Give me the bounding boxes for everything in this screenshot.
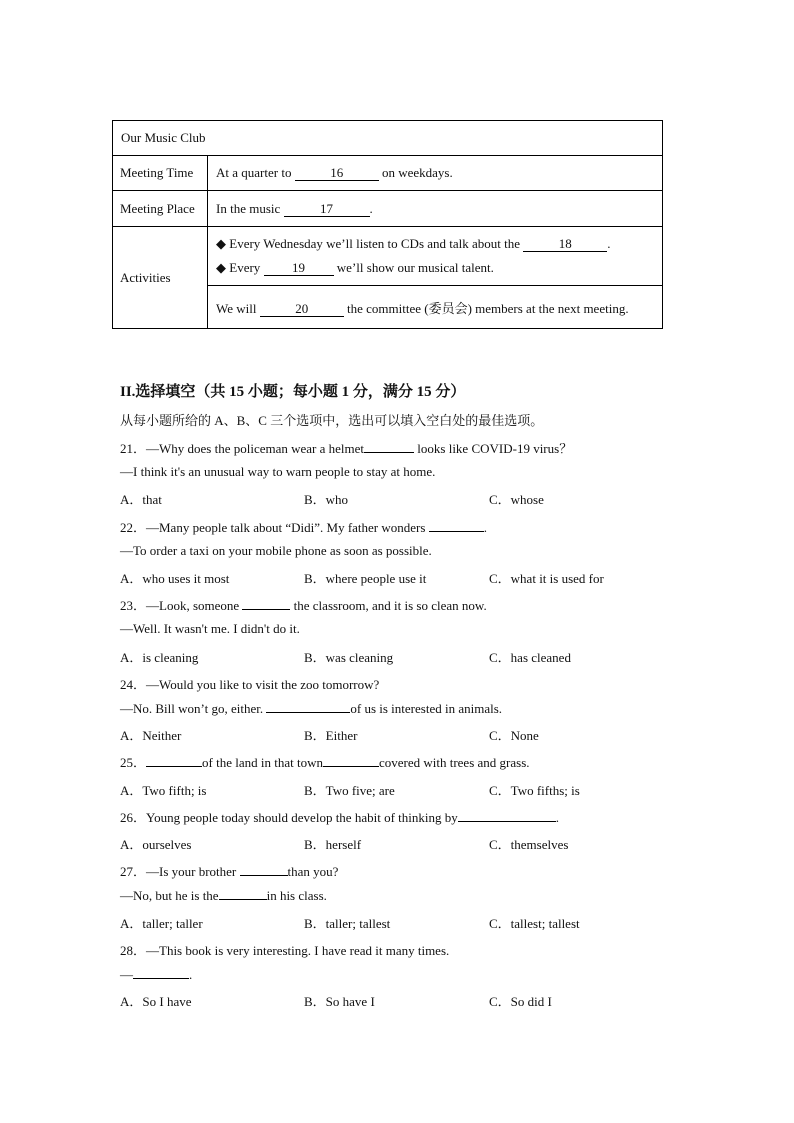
- question-24-response: —No. Bill won’t go, either. of us is interested in animals.: [120, 701, 503, 716]
- option-a[interactable]: A．So I have: [120, 994, 192, 1009]
- option-b[interactable]: B．Two five; are: [304, 783, 395, 798]
- option-a[interactable]: A．ourselves: [120, 837, 192, 852]
- question-27: 27．—Is your brother than you?: [120, 864, 339, 879]
- option-a[interactable]: A．who uses it most: [120, 571, 230, 586]
- question-23: 23．—Look, someone the classroom, and it is so clean now.: [120, 598, 487, 613]
- option-b[interactable]: B．who: [304, 492, 349, 507]
- option-c[interactable]: C．tallest; tallest: [489, 916, 580, 931]
- blank-20: 20: [260, 302, 344, 317]
- option-a[interactable]: A．Neither: [120, 728, 182, 743]
- answer-blank: [242, 597, 290, 610]
- answer-blank: [240, 863, 288, 876]
- question-24: 24．—Would you like to visit the zoo tomorrow?: [120, 677, 380, 692]
- option-b[interactable]: B．Either: [304, 728, 358, 743]
- option-c[interactable]: C．So did I: [489, 994, 552, 1009]
- activity-item: ◆ Every 19 we’ll show our musical talent.: [216, 260, 494, 275]
- option-b[interactable]: B．was cleaning: [304, 650, 394, 665]
- option-a[interactable]: A．is cleaning: [120, 650, 199, 665]
- question-27-response: —No, but he is the in his class.: [120, 888, 327, 903]
- meeting-place-value: In the music 17 .: [208, 191, 663, 227]
- next-meeting-row: We will 20 the committee (委员会) members at the next meeting.: [208, 286, 663, 329]
- blank-19: 19: [264, 261, 334, 276]
- option-b[interactable]: B．taller; tallest: [304, 916, 391, 931]
- blank-16: 16: [295, 166, 379, 181]
- answer-blank: [266, 700, 350, 713]
- music-club-table: [112, 120, 663, 329]
- answer-blank: [364, 440, 414, 453]
- option-c[interactable]: C．has cleaned: [489, 650, 571, 665]
- answer-blank: [323, 754, 379, 767]
- question-21-response: —I think it's an unusual way to warn people to stay at home.: [120, 464, 436, 479]
- option-a[interactable]: A．Two fifth; is: [120, 783, 207, 798]
- activities-label: Activities: [113, 227, 208, 329]
- answer-blank: [429, 519, 484, 532]
- meeting-time-label: Meeting Time: [113, 156, 208, 191]
- option-c[interactable]: C．None: [489, 728, 539, 743]
- option-b[interactable]: B．So have I: [304, 994, 375, 1009]
- question-26: 26．Young people today should develop the habit of thinking by .: [120, 810, 559, 825]
- option-c[interactable]: C．Two fifths; is: [489, 783, 580, 798]
- question-28-response: — .: [120, 967, 193, 982]
- option-c[interactable]: C．whose: [489, 492, 544, 507]
- question-23-response: —Well. It wasn't me. I didn't do it.: [120, 621, 300, 636]
- option-b[interactable]: B．herself: [304, 837, 362, 852]
- option-a[interactable]: A．taller; taller: [120, 916, 203, 931]
- section-title: II.选择填空（共 15 小题；每小题 1 分，满分 15 分）: [120, 384, 466, 400]
- option-b[interactable]: B．where people use it: [304, 571, 427, 586]
- answer-blank: [133, 966, 189, 979]
- activities-list: [208, 227, 663, 286]
- table-title: Our Music Club: [113, 121, 663, 156]
- blank-18: 18: [523, 237, 607, 252]
- meeting-time-value: At a quarter to 16 on weekdays.: [208, 156, 663, 191]
- answer-blank: [146, 754, 202, 767]
- section-instruction: 从每小题所给的 A、B、C 三个选项中，选出可以填入空白处的最佳选项。: [120, 413, 544, 428]
- blank-17: 17: [284, 202, 370, 217]
- option-c[interactable]: C．themselves: [489, 837, 569, 852]
- option-a[interactable]: A．that: [120, 492, 162, 507]
- meeting-place-label: Meeting Place: [113, 191, 208, 227]
- question-22: 22．—Many people talk about “Didi”. My father wonders .: [120, 520, 487, 535]
- question-28: 28．—This book is very interesting. I have read it many times.: [120, 943, 450, 958]
- answer-blank: [219, 887, 267, 900]
- question-22-response: —To order a taxi on your mobile phone as soon as possible.: [120, 543, 432, 558]
- question-25: 25． of the land in that town covered with trees and grass.: [120, 755, 530, 770]
- option-c[interactable]: C．what it is used for: [489, 571, 604, 586]
- answer-blank: [458, 809, 556, 822]
- activity-item: ◆ Every Wednesday we’ll listen to CDs and talk about the 18 .: [216, 236, 611, 251]
- question-21: 21．—Why does the policeman wear a helmet looks like COVID-19 virus？: [120, 441, 573, 456]
